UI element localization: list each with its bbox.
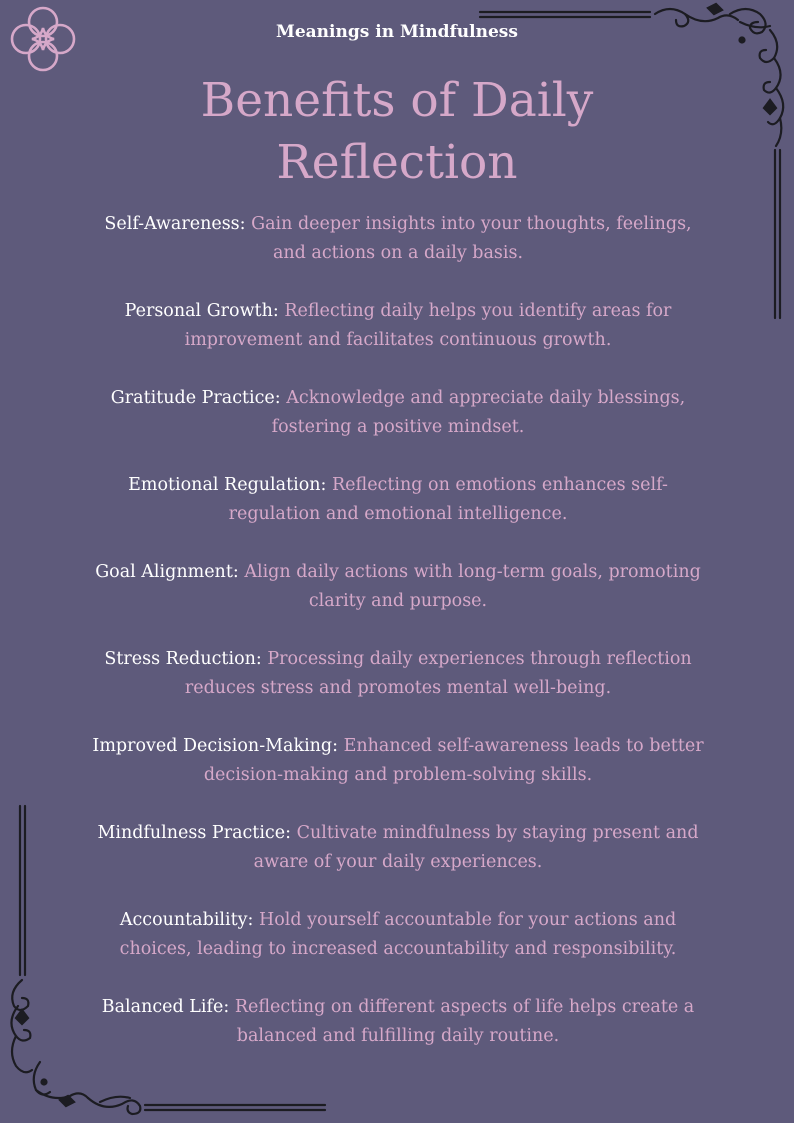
benefit-description: Reflecting daily helps you identify areas for improvement and facilitates continuous growth. [184,301,672,350]
benefit-term: Accountability: [119,910,254,930]
benefit-item [88,384,708,471]
benefit-item [88,732,708,819]
benefit-description: Cultivate mindfulness by staying present and aware of your daily experiences. [253,823,699,872]
benefit-item [88,645,708,732]
benefit-item [88,471,708,558]
benefit-item [88,558,708,645]
benefit-description: Acknowledge and appreciate daily blessings, fostering a positive mindset. [271,388,686,437]
benefit-description: Reflecting on emotions enhances self-regulation and emotional intelligence. [228,475,668,524]
benefit-term: Personal Growth: [124,301,279,321]
benefits-list [88,210,708,1080]
benefit-term: Emotional Regulation: [128,475,327,495]
benefit-description: Enhanced self-awareness leads to better decision-making and problem-solving skills. [203,736,704,785]
benefit-item [88,906,708,993]
benefit-description: Align daily actions with long-term goals, promoting clarity and purpose. [244,562,701,611]
benefit-term: Self-Awareness: [104,214,246,234]
benefit-description: Processing daily experiences through reflection reduces stress and promotes mental well-being. [184,649,692,698]
title-line-1: Benefits of Daily [200,73,594,128]
benefit-term: Balanced Life: [101,997,230,1017]
brand-name: Meanings in Mindfulness [276,22,518,42]
benefit-term: Stress Reduction: [104,649,262,669]
benefit-item [88,993,708,1080]
benefit-item [88,297,708,384]
benefit-term: Mindfulness Practice: [97,823,291,843]
benefit-term: Improved Decision-Making: [92,736,339,756]
benefit-item [88,819,708,906]
benefit-description: Hold yourself accountable for your actions and choices, leading to increased accountability and responsibility. [119,910,677,959]
title-line-2: Reflection [276,135,518,190]
benefit-term: Goal Alignment: [95,562,239,582]
benefit-term: Gratitude Practice: [110,388,281,408]
benefit-description: Reflecting on different aspects of life helps create a balanced and fulfilling daily routine. [234,997,695,1046]
benefit-item [88,210,708,297]
benefit-description: Gain deeper insights into your thoughts, feelings, and actions on a daily basis. [251,214,692,263]
